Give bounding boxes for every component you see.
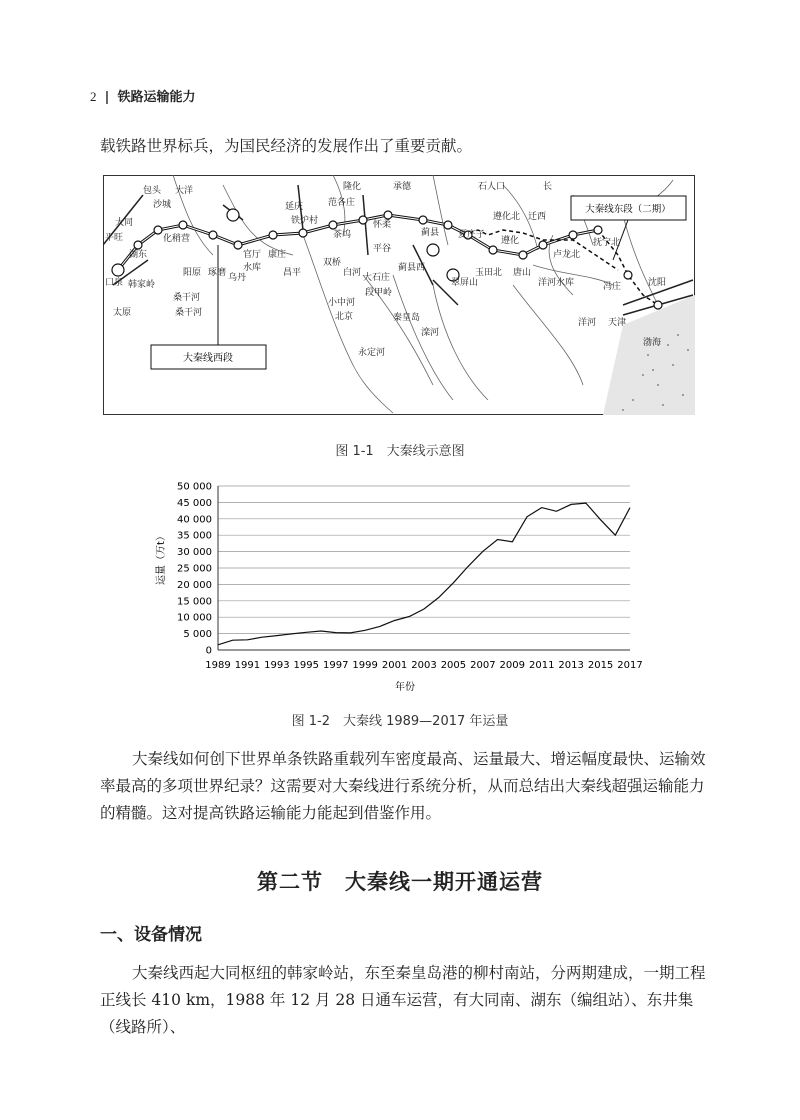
place-label: 桑干河 — [173, 293, 201, 303]
x-tick-label: 2005 — [440, 660, 467, 671]
x-tick-label: 1989 — [205, 660, 231, 671]
place-label: 湖东 — [129, 250, 148, 260]
x-axis-label: 年份 — [395, 682, 415, 693]
section-title: 第二节 大秦线一期开通运营 — [257, 869, 543, 894]
place-label: 包头 — [143, 186, 162, 196]
y-tick-label: 30 000 — [177, 547, 212, 559]
place-label: 平谷 — [373, 244, 392, 254]
place-label: 范各庄 — [328, 198, 356, 208]
y-tick-label: 10 000 — [177, 612, 212, 624]
place-label: 洋河水库 — [538, 278, 575, 288]
place-label: 段甲岭 — [365, 288, 393, 298]
place-label: 抚宁北 — [593, 238, 621, 248]
place-label: 大同 — [115, 218, 134, 228]
x-tick-label: 2007 — [470, 660, 496, 671]
place-label: 洋河 — [578, 318, 597, 328]
x-tick-label: 2009 — [499, 660, 526, 671]
place-label: 渤海 — [643, 338, 662, 348]
place-label: 康庄 — [268, 250, 287, 260]
place-label: 延庆 — [285, 202, 304, 212]
place-label: 翠屏山 — [451, 278, 479, 288]
place-label: 蓟县西 — [398, 263, 426, 273]
place-label: 沙城 — [153, 200, 172, 210]
x-tick-label: 2013 — [558, 660, 584, 671]
place-label: 秦皇岛 — [393, 313, 421, 323]
chart-grid — [218, 486, 630, 650]
place-label: 天津 — [608, 318, 627, 328]
place-label: 唐山 — [513, 268, 532, 278]
place-label: 白河 — [343, 268, 362, 278]
y-tick-label: 0 — [205, 645, 212, 657]
place-label: 长 — [543, 182, 553, 192]
place-label: 韩家岭 — [128, 280, 156, 290]
place-label: 永定河 — [358, 348, 386, 358]
body-paragraph-2: 大秦线西起大同枢纽的韩家岭站，东至秦皇岛港的柳村南站，分两期建成，一期工程正线长 410 km，1988 年 12 月 28 日通车运营，有大同南、湖东（编组站）、东井集（线路所）、 — [100, 964, 706, 1036]
place-label: 太原 — [113, 308, 132, 318]
line-chart — [150, 478, 660, 700]
y-axis-label: 运量（万t） — [156, 531, 167, 585]
y-tick-label: 5 000 — [183, 629, 212, 641]
place-label: 滦河 — [421, 328, 440, 338]
railway-map — [103, 175, 695, 415]
place-label: 承德 — [393, 182, 412, 192]
place-label: 隆化 — [343, 182, 362, 192]
place-label: 夏庄子 — [458, 230, 486, 240]
map-caption: 图 1-1 大秦线示意图 — [335, 444, 465, 459]
place-label: 冯庄 — [603, 282, 622, 292]
y-tick-label: 15 000 — [177, 596, 212, 608]
place-label: 玉田北 — [475, 268, 503, 278]
place-label: 迁西 — [528, 212, 547, 222]
place-label: 水库 — [243, 263, 262, 273]
x-tick-label: 2001 — [381, 660, 408, 671]
place-label: 乌丹 — [228, 273, 247, 283]
page-number: 2 — [90, 89, 97, 104]
place-label: 蓟县 — [421, 228, 440, 238]
place-label: 遵化 — [501, 236, 520, 246]
place-label: 茶坞 — [333, 230, 352, 240]
y-tick-labels — [177, 482, 212, 657]
subsection-title: 一、设备情况 — [100, 925, 202, 945]
y-tick-label: 50 000 — [177, 481, 212, 493]
y-tick-label: 20 000 — [177, 579, 212, 591]
place-label: 大石庄 — [363, 273, 391, 283]
y-tick-label: 35 000 — [177, 530, 212, 542]
x-tick-label: 2017 — [617, 660, 643, 671]
place-label: 双桥 — [323, 258, 342, 268]
place-label: 遵化北 — [493, 212, 521, 222]
place-label: 北京 — [335, 312, 354, 322]
east-label: 大秦线东段（二期） — [585, 204, 671, 215]
x-tick-label: 2015 — [587, 660, 614, 671]
place-label: 平旺 — [105, 233, 124, 243]
place-label: 口泉 — [105, 278, 124, 288]
place-label: 桑干河 — [175, 308, 203, 318]
place-label: 大洋 — [175, 186, 194, 196]
y-tick-label: 40 000 — [177, 514, 212, 526]
x-tick-label: 1991 — [234, 660, 261, 671]
series-line — [218, 503, 630, 645]
running-title: 铁路运输能力 — [117, 90, 196, 105]
place-label: 小中河 — [328, 298, 356, 308]
x-tick-labels — [205, 660, 642, 671]
x-tick-label: 1999 — [352, 660, 378, 671]
west-label: 大秦线西段 — [183, 353, 233, 364]
x-tick-label: 1997 — [322, 660, 349, 671]
place-label: 昌平 — [283, 268, 302, 278]
x-tick-label: 1995 — [293, 660, 320, 671]
x-tick-label: 2003 — [411, 660, 437, 671]
place-label: 怀柔 — [373, 220, 392, 230]
place-label: 卢龙北 — [553, 250, 581, 260]
x-tick-label: 1993 — [264, 660, 290, 671]
page-header — [90, 86, 196, 105]
y-tick-label: 45 000 — [177, 497, 212, 509]
place-label: 琢磨 — [208, 268, 227, 278]
place-label: 铁炉村 — [291, 216, 319, 226]
place-label: 石人口 — [478, 182, 506, 192]
place-label: 沈阳 — [648, 278, 667, 288]
x-tick-label: 2011 — [528, 660, 555, 671]
place-label: 官厅 — [243, 250, 262, 260]
body-paragraph: 大秦线如何创下世界单条铁路重载列车密度最高、运量最大、增运幅度最快、运输效率最高的多项世界纪录？这需要对大秦线进行系统分析，从而总结出大秦线超强运输能力的精髓。这对提高铁路运输能力能起到借鉴作用。 — [100, 750, 706, 822]
intro-paragraph: 载铁路世界标兵，为国民经济的发展作出了重要贡献。 — [100, 137, 473, 155]
place-label: 阳原 — [183, 268, 202, 278]
header-separator: | — [104, 90, 110, 105]
y-tick-label: 25 000 — [177, 563, 212, 575]
chart-caption: 图 1-2 大秦线 1989—2017 年运量 — [291, 714, 509, 729]
place-label: 化稍营 — [163, 234, 191, 244]
